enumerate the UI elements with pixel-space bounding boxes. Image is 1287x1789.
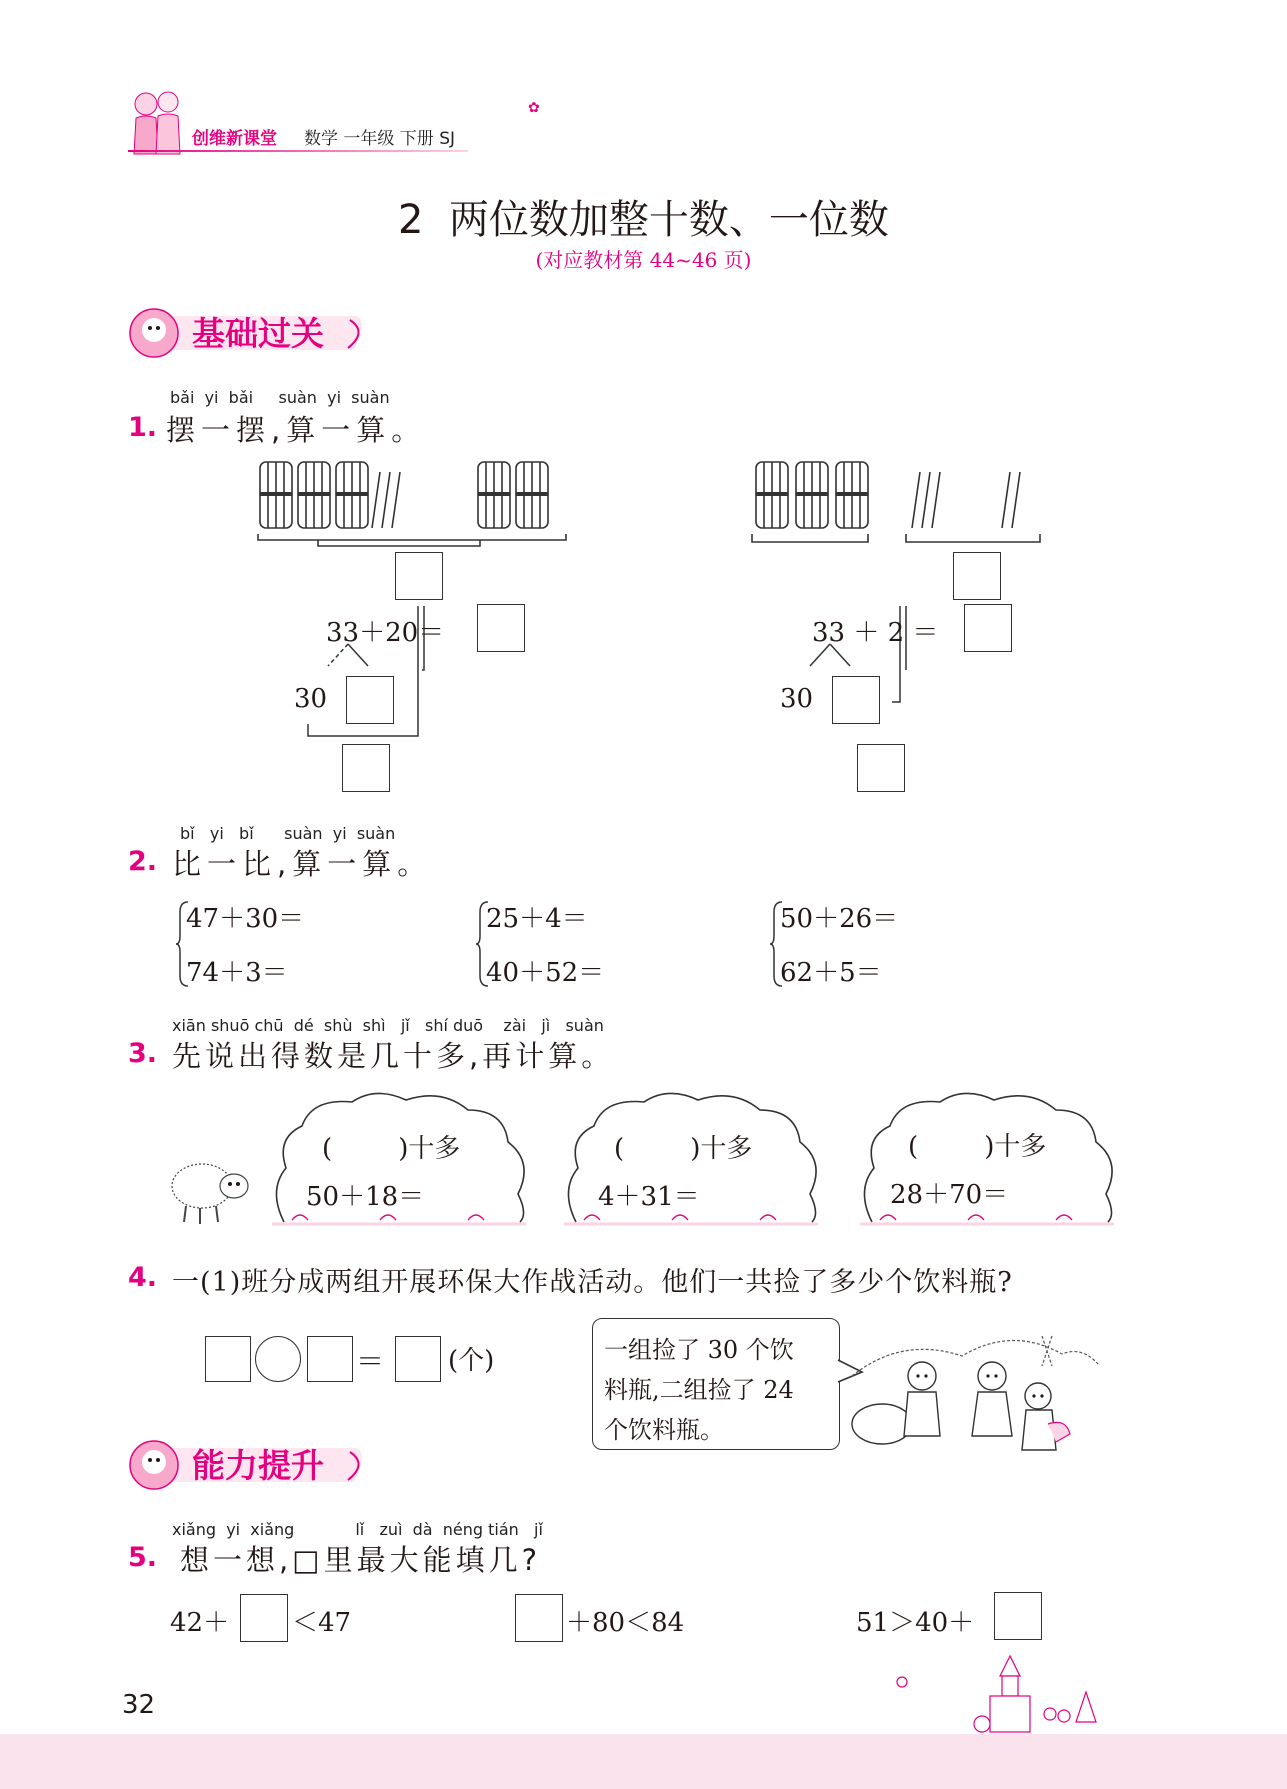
q5-expr-before: 51＞40＋: [856, 1608, 975, 1638]
children-illustration: [842, 1306, 1104, 1466]
q3-bubble-label: ( )十多: [908, 1132, 1047, 1162]
q1-left-sticks: [256, 458, 576, 548]
q1-number: 1.: [128, 412, 158, 443]
q4-speech-line: 料瓶,二组捡了 24: [604, 1376, 794, 1404]
q2-number: 2.: [128, 846, 158, 877]
answer-box[interactable]: [307, 1336, 353, 1382]
answer-box[interactable]: [240, 1594, 288, 1642]
q3-bubble-expr: 28＋70＝: [890, 1180, 1009, 1210]
q3-number: 3.: [128, 1038, 158, 1069]
q2-expr: 25＋4＝: [486, 904, 588, 934]
q4-speech-line: 个饮料瓶。: [604, 1416, 724, 1444]
q3-text: 先说出得数是几十多,再计算。: [172, 1039, 615, 1073]
q3-bubble-label: ( )十多: [322, 1134, 461, 1164]
q5-expr-after: ＋80＜84: [566, 1608, 685, 1638]
answer-box[interactable]: [395, 552, 443, 600]
q2-expr: 40＋52＝: [486, 958, 605, 988]
answer-box[interactable]: [477, 604, 525, 652]
q3-pinyin: xiān shuō chū dé shù shì jǐ shí duō zài jì suàn: [172, 1016, 604, 1035]
answer-box[interactable]: [395, 1336, 441, 1382]
answer-box[interactable]: [953, 552, 1001, 600]
page-number: 32: [122, 1690, 156, 1720]
answer-box[interactable]: [857, 744, 905, 792]
header-brand: 创维新课堂: [192, 129, 277, 149]
q4-unit: (个): [448, 1346, 495, 1376]
castle-decoration: [890, 1652, 1110, 1742]
section-label-advanced: 能力提升: [192, 1446, 324, 1485]
q2-expr: 62＋5＝: [780, 958, 882, 988]
q1-right-sticks: [750, 458, 1050, 548]
q4-number: 4.: [128, 1262, 158, 1293]
sheep-illustration: [166, 1148, 256, 1228]
q1-pinyin: bǎi yi bǎi suàn yi suàn: [170, 388, 390, 407]
header-subject: 数学 一年级 下册 SJ: [304, 129, 456, 149]
q2-expr: 50＋26＝: [780, 904, 899, 934]
q1-right-equation: 33 ＋ 2 ＝: [812, 618, 939, 648]
answer-box[interactable]: [994, 1592, 1042, 1640]
flower-icon: ✿: [528, 100, 540, 116]
q5-pinyin: xiǎng yi xiǎng lǐ zuì dà néng tián jǐ: [172, 1520, 543, 1539]
answer-box[interactable]: [964, 604, 1012, 652]
answer-box[interactable]: [205, 1336, 251, 1382]
header-mascot: [128, 88, 184, 156]
q5-text: 想一想,□里最大能填几?: [180, 1543, 542, 1577]
answer-box[interactable]: [515, 1594, 563, 1642]
q1-text: 摆一摆,算一算。: [166, 413, 427, 447]
q4-equals: ＝: [356, 1345, 385, 1378]
answer-box[interactable]: [342, 744, 390, 792]
q1-left-equation: 33＋20＝: [326, 618, 445, 648]
operator-circle[interactable]: [255, 1336, 301, 1382]
q4-text: 一(1)班分成两组开展环保大作战活动。他们一共捡了多少个饮料瓶?: [172, 1267, 1013, 1298]
page-title: 2 两位数加整十数、一位数: [398, 197, 889, 243]
q1-left-split-value: 30: [294, 684, 328, 714]
answer-box[interactable]: [832, 676, 880, 724]
q2-expr: 47＋30＝: [186, 904, 305, 934]
q2-pinyin: bǐ yi bǐ suàn yi suàn: [180, 824, 396, 843]
answer-box[interactable]: [346, 676, 394, 724]
q3-bubble-expr: 50＋18＝: [306, 1182, 425, 1212]
q1-right-split-value: 30: [780, 684, 814, 714]
section-label-basic: 基础过关: [192, 314, 324, 353]
q3-bubble-expr: 4＋31＝: [598, 1182, 700, 1212]
page-subtitle: (对应教材第 44~46 页): [535, 248, 752, 272]
q3-bubble-label: ( )十多: [614, 1134, 753, 1164]
q2-text: 比一比,算一算。: [172, 847, 433, 881]
q2-expr: 74＋3＝: [186, 958, 288, 988]
header-rule: [128, 150, 468, 152]
q5-expr-after: ＜47: [292, 1608, 352, 1638]
footer-band: [0, 1734, 1287, 1789]
q4-speech-line: 一组捡了 30 个饮: [604, 1336, 794, 1364]
q5-number: 5.: [128, 1542, 158, 1573]
q5-expr-before: 42＋: [170, 1608, 230, 1638]
